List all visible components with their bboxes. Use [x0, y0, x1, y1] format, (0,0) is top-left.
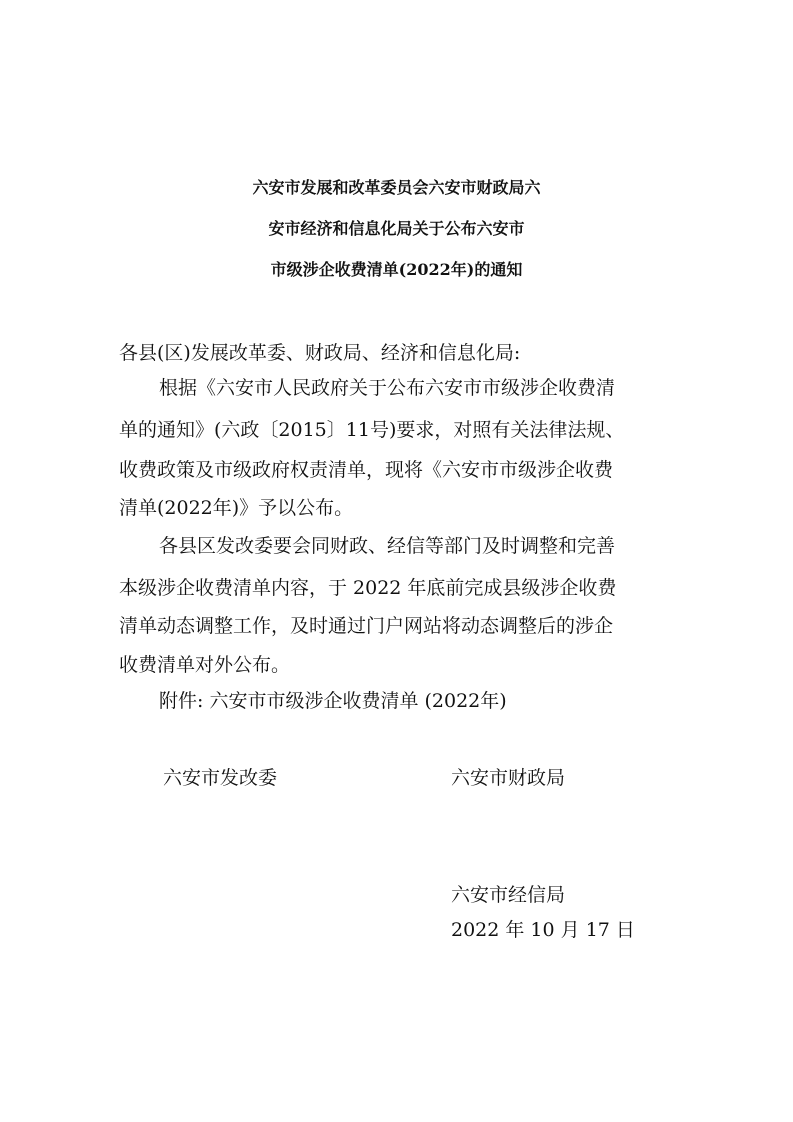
paragraph-1-line-1: 根据《六安市人民政府关于公布六安市市级涉企收费清 — [159, 377, 616, 399]
title-line-2: 安市经济和信息化局关于公布六安市 — [268, 219, 525, 238]
paragraph-2-line-3: 清单动态调整工作，及时通过门户网站将动态调整后的涉企 — [119, 615, 614, 637]
signature-org-economy-info: 六安市经信局 — [451, 884, 566, 906]
paragraph-1-line-4: 清单(2022年)》予以公布。 — [119, 497, 354, 519]
paragraph-2-line-4: 收费清单对外公布。 — [119, 654, 291, 676]
title-line-3: 市级涉企收费清单(2022年)的通知 — [270, 260, 523, 279]
signature-date: 2022 年 10 月 17 日 — [451, 919, 635, 941]
paragraph-1-line-2: 单的通知》(六政〔2015〕11号)要求，对照有关法律法规、 — [119, 419, 625, 441]
paragraph-2-line-2: 本级涉企收费清单内容，于 2022 年底前完成县级涉企收费 — [119, 577, 617, 599]
attachment-line: 附件: 六安市市级涉企收费清单 (2022年) — [159, 690, 507, 712]
document-title — [0, 167, 793, 290]
title-line-1: 六安市发展和改革委员会六安市财政局六 — [252, 178, 541, 197]
signature-org-development-reform: 六安市发改委 — [163, 767, 278, 789]
salutation: 各县(区)发展改革委、财政局、经济和信息化局: — [119, 342, 521, 364]
paragraph-2-line-1: 各县区发改委要会同财政、经信等部门及时调整和完善 — [159, 535, 616, 557]
signature-org-finance: 六安市财政局 — [451, 767, 566, 789]
paragraph-1-line-3: 收费政策及市级政府权责清单，现将《六安市市级涉企收费 — [119, 459, 614, 481]
